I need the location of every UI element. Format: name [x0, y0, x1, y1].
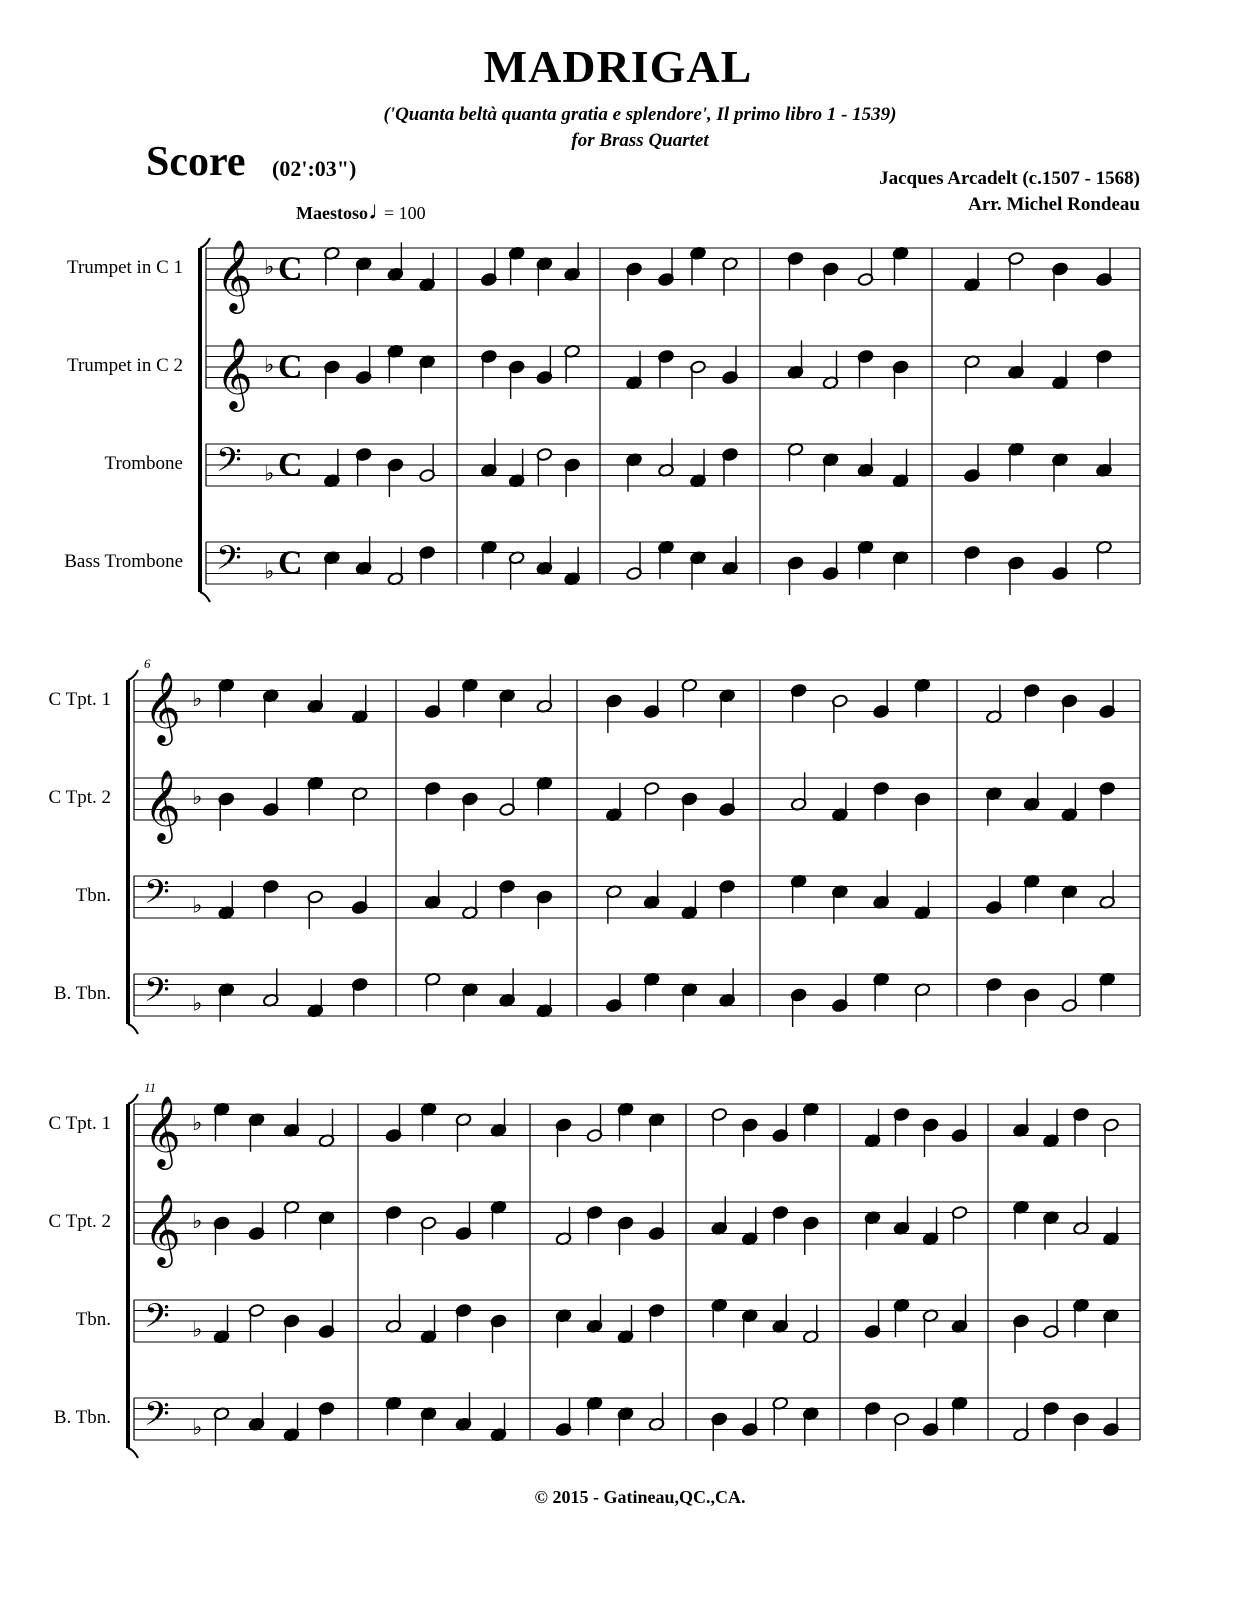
treble-clef-icon: 𝄞	[216, 336, 253, 409]
bass-clef-icon: 𝄢	[144, 971, 170, 1018]
instrument-label: Trumpet in C 1	[67, 257, 183, 278]
bracket-hook	[128, 1448, 138, 1458]
page-title: MADRIGAL	[483, 41, 753, 92]
subtitle: ('Quanta beltà quanta gratia e splendore', Il primo libro 1 - 1539)	[383, 104, 897, 125]
flat-icon: ♭	[192, 687, 203, 712]
instrument-label: B. Tbn.	[53, 1407, 111, 1428]
common-time-icon: C	[278, 544, 303, 582]
copyright: © 2015 - Gatineau,QC.,CA.	[534, 1487, 746, 1507]
tempo-marking: Maestoso	[296, 203, 368, 223]
instrument-label: B. Tbn.	[53, 983, 111, 1004]
common-time-icon: C	[278, 446, 303, 484]
quarter-note-icon: ♩	[368, 196, 394, 225]
tempo-value: = 100	[384, 203, 426, 223]
bass-clef-icon: 𝄢	[216, 441, 242, 488]
flat-icon: ♭	[264, 255, 275, 280]
bass-clef-icon: 𝄢	[144, 1395, 170, 1442]
instrument-label: C Tpt. 1	[48, 689, 111, 710]
flat-icon: ♭	[192, 785, 203, 810]
instrument-label: Trumpet in C 2	[67, 355, 183, 376]
flat-icon: ♭	[192, 1111, 203, 1136]
measure-number: 11	[144, 1080, 157, 1095]
flat-icon: ♭	[192, 991, 203, 1017]
instrument-label: Tbn.	[75, 885, 111, 906]
common-time-icon: C	[278, 250, 303, 288]
instrumentation: for Brass Quartet	[571, 130, 709, 151]
flat-icon: ♭	[192, 1209, 203, 1234]
instrument-label: C Tpt. 2	[48, 787, 111, 808]
common-time-icon: C	[278, 348, 303, 386]
bracket-hook	[200, 238, 210, 248]
bracket-hook	[200, 592, 210, 602]
treble-clef-icon: 𝄞	[144, 1094, 181, 1167]
treble-clef-icon: 𝄞	[144, 1192, 181, 1265]
flat-icon: ♭	[264, 353, 275, 378]
composer: Jacques Arcadelt (c.1507 - 1568)	[879, 168, 1140, 189]
bass-clef-icon: 𝄢	[144, 1297, 170, 1344]
arranger: Arr. Michel Rondeau	[968, 194, 1140, 215]
treble-clef-icon: 𝄞	[216, 238, 253, 311]
instrument-label: C Tpt. 1	[48, 1113, 111, 1134]
flat-icon: ♭	[192, 893, 203, 919]
score-label: Score	[146, 139, 246, 185]
treble-clef-icon: 𝄞	[144, 768, 181, 841]
flat-icon: ♭	[264, 559, 275, 585]
instrument-label: Bass Trombone	[64, 551, 183, 572]
instrument-label: Tbn.	[75, 1309, 111, 1330]
bass-clef-icon: 𝄢	[216, 539, 242, 586]
instrument-label: C Tpt. 2	[48, 1211, 111, 1232]
treble-clef-icon: 𝄞	[144, 670, 181, 743]
bracket-hook	[128, 1024, 138, 1034]
instrument-label: Trombone	[104, 453, 183, 474]
flat-icon: ♭	[192, 1415, 203, 1441]
bracket-hook	[128, 670, 138, 680]
flat-icon: ♭	[192, 1317, 203, 1343]
bass-clef-icon: 𝄢	[144, 873, 170, 920]
measure-number: 6	[144, 656, 151, 671]
flat-icon: ♭	[264, 461, 275, 487]
duration: (02':03")	[272, 156, 357, 181]
bracket-hook	[128, 1094, 138, 1104]
